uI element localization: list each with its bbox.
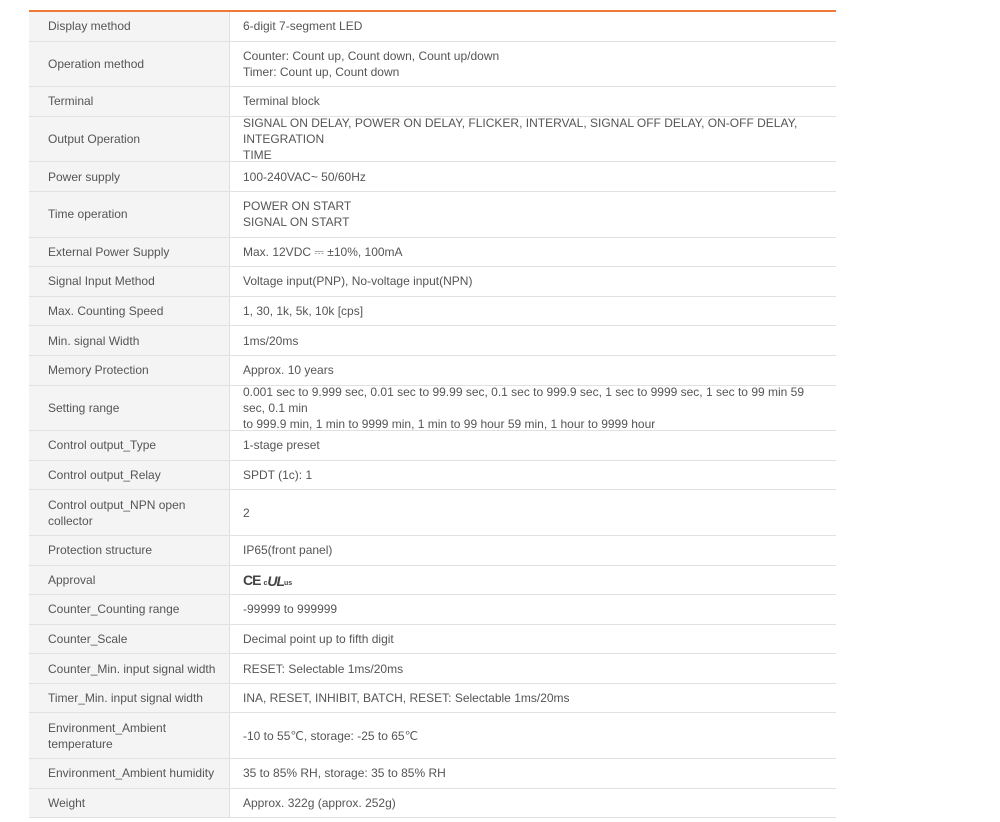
spec-label: Max. Counting Speed — [29, 297, 230, 326]
spec-row-power-supply — [29, 162, 836, 192]
spec-label: Time operation — [29, 192, 230, 237]
spec-row-display-method — [29, 12, 836, 42]
spec-value-line: to 999.9 min, 1 min to 9999 min, 1 min to 99 hour 59 min, 1 hour to 9999 hour — [243, 416, 656, 431]
spec-value — [230, 192, 836, 237]
spec-value-line: RESET: Selectable 1ms/20ms — [243, 661, 404, 676]
spec-value — [230, 238, 836, 267]
spec-row-protection-structure — [29, 536, 836, 566]
spec-label: Operation method — [29, 42, 230, 87]
spec-value-line: Approx. 10 years — [243, 363, 334, 378]
spec-value — [230, 789, 836, 818]
spec-row-max-counting-speed — [29, 297, 836, 327]
spec-row-counter-counting-range — [29, 595, 836, 625]
spec-value — [230, 595, 836, 624]
spec-label: Signal Input Method — [29, 267, 230, 296]
spec-label: Counter_Min. input signal width — [29, 654, 230, 683]
spec-row-external-power-supply — [29, 238, 836, 268]
spec-label: Control output_Relay — [29, 461, 230, 490]
spec-value-line: INA, RESET, INHIBIT, BATCH, RESET: Selectable 1ms/20ms — [243, 691, 570, 706]
spec-value-line: Timer: Count up, Count down — [243, 64, 400, 79]
spec-value-line: Decimal point up to fifth digit — [243, 631, 394, 646]
ce-mark-icon: CE — [243, 571, 261, 588]
spec-value — [230, 87, 836, 116]
spec-row-time-operation — [29, 192, 836, 238]
spec-value-line: Approx. 322g (approx. 252g) — [243, 795, 396, 810]
spec-row-output-operation — [29, 117, 836, 163]
spec-value-line: POWER ON START — [243, 199, 352, 214]
spec-label: Power supply — [29, 162, 230, 191]
spec-value-line: 1ms/20ms — [243, 333, 299, 348]
spec-value-line: 100-240VAC~ 50/60Hz — [243, 169, 366, 184]
cul-mark-c: c — [263, 579, 268, 587]
spec-value — [230, 536, 836, 565]
spec-value — [230, 12, 836, 41]
spec-value-line: -99999 to 999999 — [243, 602, 338, 617]
spec-row-approval — [29, 566, 836, 596]
spec-label: External Power Supply — [29, 238, 230, 267]
spec-row-ambient-humidity — [29, 759, 836, 789]
spec-row-control-output-npn — [29, 490, 836, 536]
spec-row-timer-min-input — [29, 684, 836, 714]
spec-label: Output Operation — [29, 117, 230, 162]
spec-value-line: -10 to 55℃, storage: -25 to 65℃ — [243, 728, 419, 743]
spec-value-line: 1-stage preset — [243, 438, 320, 453]
spec-row-memory-protection — [29, 356, 836, 386]
spec-value — [230, 326, 836, 355]
spec-label: Environment_Ambient humidity — [29, 759, 230, 788]
spec-row-operation-method — [29, 42, 836, 88]
spec-value — [230, 386, 836, 431]
spec-label: Min. signal Width — [29, 326, 230, 355]
spec-value-line: Counter: Count up, Count down, Count up/down — [243, 48, 500, 63]
spec-label: Approval — [29, 566, 230, 595]
spec-value — [230, 117, 836, 162]
spec-value — [230, 162, 836, 191]
spec-value — [230, 461, 836, 490]
spec-row-signal-input-method — [29, 267, 836, 297]
spec-value — [230, 654, 836, 683]
spec-label: Counter_Counting range — [29, 595, 230, 624]
spec-value-line: IP65(front panel) — [243, 543, 333, 558]
spec-value-line: 0.001 sec to 9.999 sec, 0.01 sec to 99.99 sec, 0.1 sec to 999.9 sec, 1 sec to 9999 sec, 1 sec to 99 min 59 sec, 0.1 min — [243, 384, 805, 415]
spec-row-min-signal-width — [29, 326, 836, 356]
spec-value-line: TIME — [243, 148, 272, 163]
spec-row-counter-min-input — [29, 654, 836, 684]
spec-row-ambient-temperature — [29, 713, 836, 759]
spec-label: Weight — [29, 789, 230, 818]
spec-label: Timer_Min. input signal width — [29, 684, 230, 713]
approval-marks — [243, 572, 292, 588]
spec-value-line: Voltage input(PNP), No-voltage input(NPN) — [243, 274, 473, 289]
spec-label: Environment_Ambient temperature — [29, 713, 230, 758]
spec-value — [230, 42, 836, 87]
spec-value — [230, 490, 836, 535]
spec-value-line: 2 — [243, 505, 250, 520]
spec-value — [230, 759, 836, 788]
spec-value — [230, 431, 836, 460]
spec-row-control-output-relay — [29, 461, 836, 491]
spec-value — [230, 566, 836, 595]
cul-us-mark-icon — [263, 574, 292, 588]
spec-value — [230, 267, 836, 296]
spec-value-line: SIGNAL ON DELAY, POWER ON DELAY, FLICKER, INTERVAL, SIGNAL OFF DELAY, ON-OFF DELAY, INTEGRATION — [243, 116, 798, 147]
spec-table — [29, 10, 836, 818]
spec-label: Control output_Type — [29, 431, 230, 460]
ul-mark: UL — [267, 572, 285, 589]
spec-row-terminal — [29, 87, 836, 117]
spec-value — [230, 684, 836, 713]
spec-row-counter-scale — [29, 625, 836, 655]
spec-label: Terminal — [29, 87, 230, 116]
spec-value-line: 35 to 85% RH, storage: 35 to 85% RH — [243, 766, 446, 781]
spec-value-line: SIGNAL ON START — [243, 215, 350, 230]
spec-value — [230, 297, 836, 326]
spec-label: Counter_Scale — [29, 625, 230, 654]
spec-value — [230, 356, 836, 385]
spec-value-line: Max. 12VDC ⎓ ±10%, 100mA — [243, 244, 403, 259]
spec-value — [230, 625, 836, 654]
spec-label: Display method — [29, 12, 230, 41]
spec-value-line: 6-digit 7-segment LED — [243, 19, 363, 34]
spec-row-control-output-type — [29, 431, 836, 461]
spec-label: Memory Protection — [29, 356, 230, 385]
spec-value-line: SPDT (1c): 1 — [243, 468, 313, 483]
cul-mark-us: us — [284, 579, 293, 587]
spec-row-weight — [29, 789, 836, 819]
spec-value-line: 1, 30, 1k, 5k, 10k [cps] — [243, 304, 364, 319]
spec-value-line: Terminal block — [243, 94, 320, 109]
spec-label: Protection structure — [29, 536, 230, 565]
spec-row-setting-range — [29, 386, 836, 432]
spec-label: Control output_NPN open collector — [29, 490, 230, 535]
spec-label: Setting range — [29, 386, 230, 431]
spec-value — [230, 713, 836, 758]
